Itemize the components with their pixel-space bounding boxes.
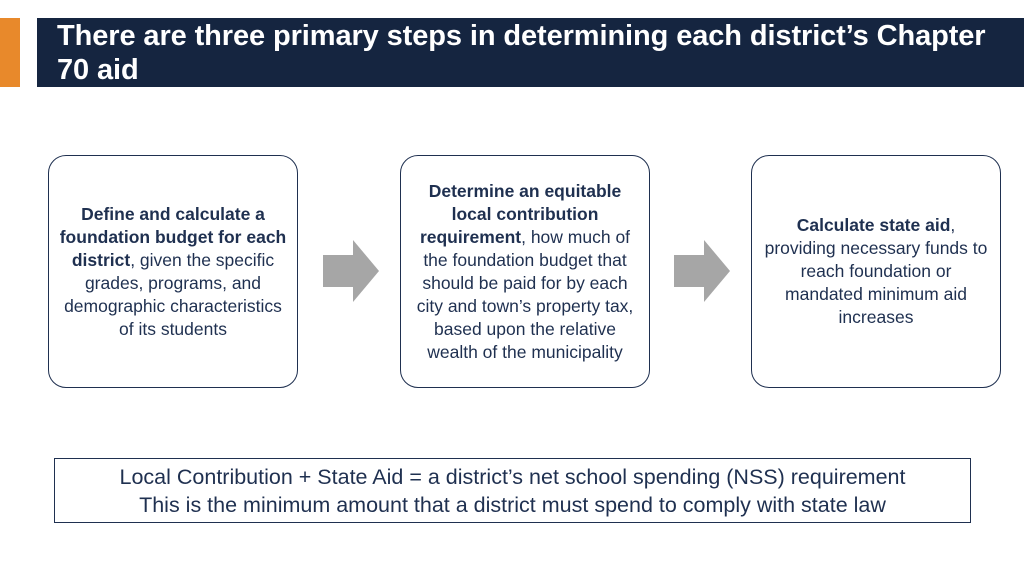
step-box-2 — [400, 155, 650, 388]
title-bar — [37, 18, 1024, 87]
step-2-rest: , how much of the foundation budget that should be paid for by each city and town’s property tax, based upon the relative wealth of the municipality — [416, 226, 634, 362]
summary-box — [54, 458, 971, 523]
right-arrow-icon — [674, 240, 730, 302]
summary-line-2: This is the minimum amount that a district must spend to comply with state law — [139, 492, 886, 517]
step-2-bold: Determine an equitable local contribution requirement — [419, 180, 622, 247]
step-box-3 — [751, 155, 1001, 388]
step-1-rest: , given the specific grades, programs, and demographic characteristics of its students — [64, 249, 282, 339]
step-1-text — [59, 203, 287, 341]
step-2-text — [411, 180, 639, 364]
step-box-1 — [48, 155, 298, 388]
step-3-bold: Calculate state aid — [796, 215, 951, 235]
step-3-rest: , providing necessary funds to reach foundation or mandated minimum aid increases — [764, 215, 988, 327]
right-arrow-icon — [323, 240, 379, 302]
page-title: There are three primary steps in determining each district’s Chapter 70 aid — [57, 20, 986, 86]
summary-line-1: Local Contribution + State Aid = a district’s net school spending (NSS) requirement — [119, 464, 906, 489]
step-3-text — [762, 214, 990, 329]
accent-bar — [0, 18, 20, 87]
step-1-bold: Define and calculate a foundation budget for each district — [59, 203, 287, 270]
